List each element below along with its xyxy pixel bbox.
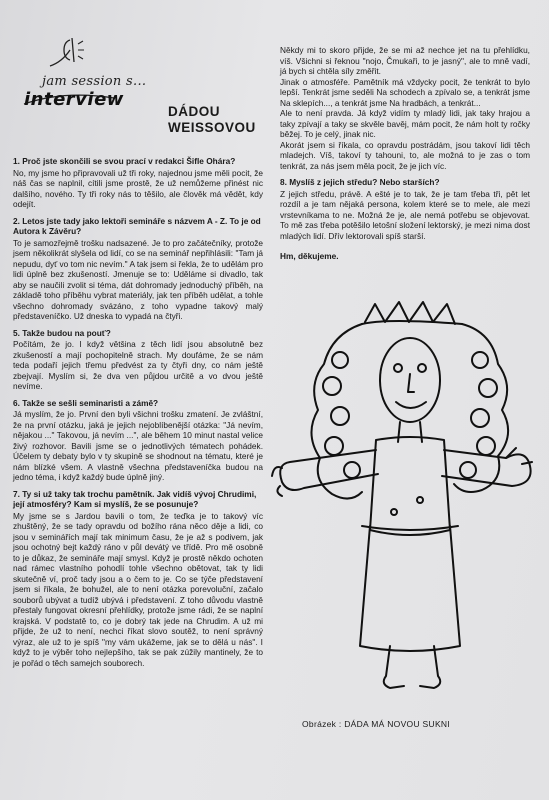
interviewee-name-line1: DÁDOU <box>168 104 220 119</box>
question: 2. Letos jste tady jako lektoři semináře s názvem A - Z. To je od Autora k Závěru? <box>13 215 261 236</box>
answer: No, my jsme ho připravovali už tři roky, najednou jsme měli pocit, že náš čas se naplnil, cítili jsme prostě, že už nemůžeme přinést nic dalšího, nového. Ty tři roky nás to těšilo, ale člověk má vědět, kdy odejít. <box>13 167 263 209</box>
interviewee-name-line2: WEISSOVOU <box>168 120 256 135</box>
question: 7. Ty si už taky tak trochu pamětník. Jak vidíš vývoj Chrudimi, její atmosféry? Kam si myslíš, že se posunuje? <box>13 488 257 509</box>
answer: To je samozřejmě trošku nadsazené. Je to pro začátečníky, protože jsem několikrát slyšela od lidí, co se na seminář nepřihlásili: "Tam já nepudu, dyť vo tom nic nevím." A tak jsem si řekla, že to udělám pro lidi úplně bez zkušeností. Jmenuje se to: Uděláme si divadlo, tak aby se naučili zvolit si téma, dát dohromady jednoduchý příběh, na základě toho příběhu vybrat materiály, jak ten příběh udělat, a tohle všechno dohromady svázáno, z toho vypadne takový malý představeníčko. Už dneska to vypadá na čtyři. <box>13 237 263 321</box>
logo-title: interview <box>24 89 124 110</box>
paragraph: Akorát jsem si říkala, co opravdu postrádám, jsou takoví lidi těch mladejch. Víš, takoví ty tahouni, to, ale možná to je zas o tom tenkrát, za nás jsem měla pocit, že je jich víc. <box>280 139 530 171</box>
right-column <box>280 45 530 262</box>
answer: Počítám, že jo. I když většina z těch lidí jsou absolutně bez zkušeností a mají pochopitelně strach. My doufáme, že se nám teda podaří jejich třemu předvést za ty čtyři dny, co nám ještě zbejvají. Myslím si, že dva ven půjdou určitě a vo dvou ještě nevíme. <box>13 339 263 391</box>
paragraph: Někdy mi to skoro přijde, že se mi až nechce jet na tu přehlídku, víš. Všichni si řeknou "nojo, Čmukaři, to je jasný", ale to mně vadí, já bych si chtěla síly změřit. <box>280 45 530 76</box>
paragraph: Jinak o atmosféře. Pamětník má vždycky pocit, že tenkrát to bylo lepší. Tenkrát jsme seděli Na schodech a zpívalo se, a tenkrát jsme Na sklepích..., a tenkrát jsme Na hradbách, a tenkrát... <box>280 76 530 108</box>
answer: My jsme se s Jardou bavili o tom, že teďka je to takový víc zhuštěný, že se tady opravdu od božího rána něco děje a lidi, co jsou v seminářích mají tak minimum času, že je až s podivem, jak jsou ochotný bejt každý ráno v půl devátý ve třídě. Pro mě osobně to je důkaz, že semináře mají smysl. Když je prostě někdo ochoten nad rámec vlastního pohodlí tohle všechno obětovat, tak ty lidi skutečně ví, proč tady jsou a o čem to je. Co se týče představení jsem si říkala, že bohužel, ale to není otázka porevoluční, začalo souborů ubývat a tudíž ubývá i představení. Z toho důvodu vlastně přestaly fungovat okresní přehlídky, protože jsme rádi, že se naplní krajská. V podstatě to, co je dobrý tak jede na Chrudim. A už mi přijde, že už to není, nechci říkat slovo soutěž, to není správný výraz, ale už to je spíš "my vám ukážeme, jak se to dělá u nás". I když to je výběr toho nejlepšího, tak se pak zúžily mantinely, že to je pořád o těch samejch souborech. <box>13 510 263 668</box>
left-column <box>13 150 263 668</box>
question: 6. Takže se sešli seminaristi a zámě? <box>13 397 159 408</box>
answer: Z jejich středu, právě. A ešté je to tak, že je tam třeba tři, pět let rozdíl a je tam nějaká persona, kolem které se to mele, ale mezi vrstevníkama to ne. Možná že je, ale nemá potřebu se objevovat. To mě zas třeba potěšilo letošní složení lektorský, je mezi nima dost mladých lidí. Dřív lektorovali spíš starší. <box>280 188 530 241</box>
logo-subtitle: jam session s... <box>42 74 147 89</box>
question: 1. Proč jste skončili se svou prací v redakci Šifle Ohára? <box>13 156 236 166</box>
illustration-caption: Obrázek : DÁDA MÁ NOVOU SUKNI <box>302 719 451 729</box>
answer: Já myslím, že jo. První den byli všichni trošku zmatení. Je zvláštní, že na první otázku, jaká je jejich nejoblíbenější otázka: "Já nevím, nějakou ..." Takovou, já nevím ...", ale během 10 minut nastal velice živý rozhovor. Bavili jsme se o jednotlivých tématech pohádek. Účelem ty debaty bylo v ty skupině se shodnout na tématu, které je nám blízké všem. A vlastně všechna představeníčka budou na jedno téma, i když každý bude úplně jiný. <box>13 409 263 482</box>
child-drawing-illustration <box>270 300 540 720</box>
closing-line: Hm, děkujeme. <box>280 251 339 261</box>
question: 8. Myslíš z jejich středu? Nebo starších? <box>280 177 440 187</box>
paragraph: Ale to není pravda. Já když vidím ty mladý lidi, jak taky hrajou a taky zpívají a taky se skvěle bavěj, mám pocit, že nám holt ty ročky běžej. To je celý, jinak nic. <box>280 108 530 139</box>
question: 5. Takže budou na pouť? <box>13 327 111 338</box>
